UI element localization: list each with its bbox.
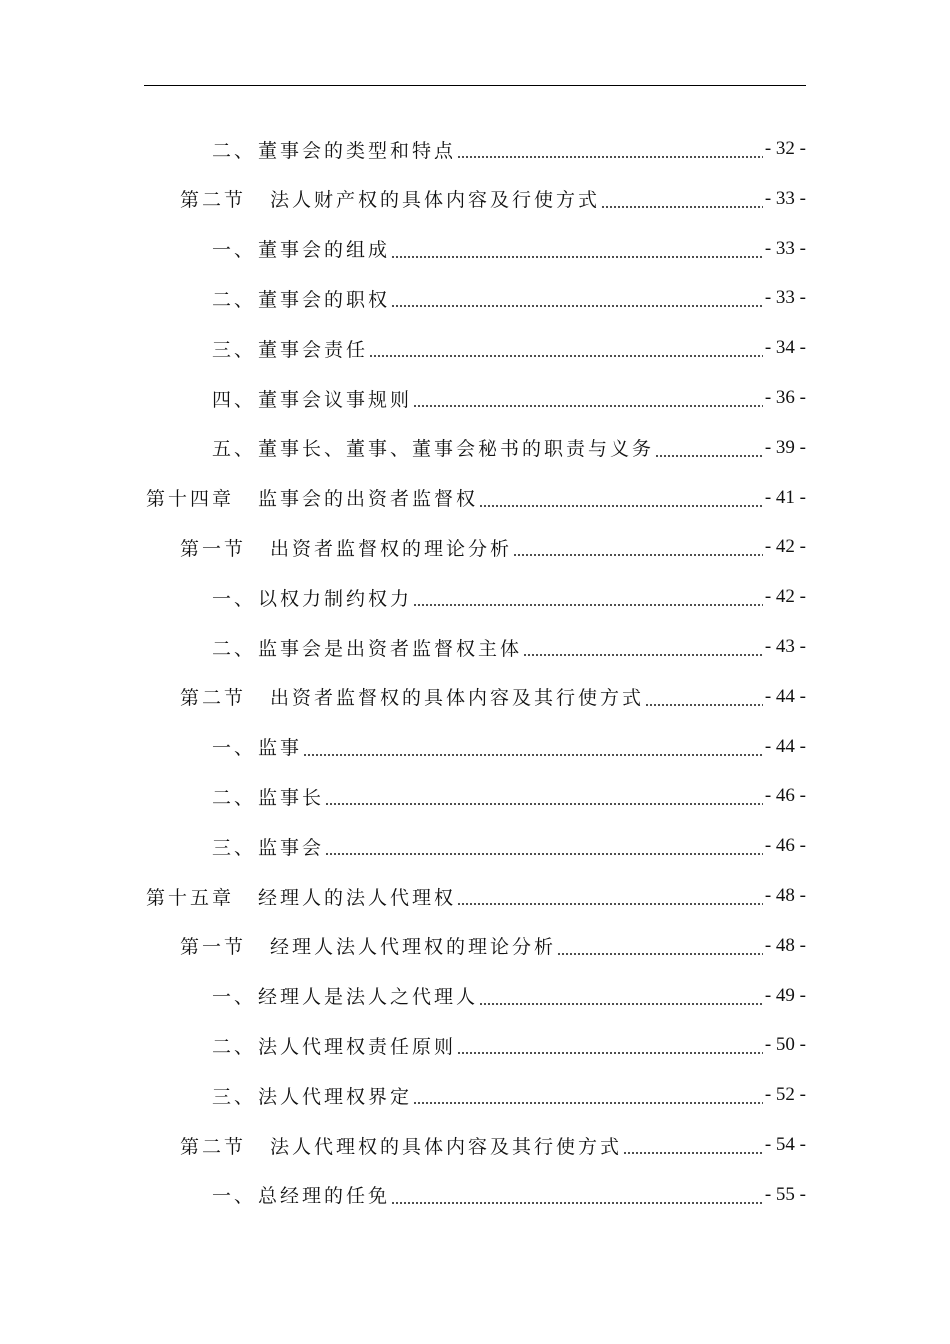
toc-entry-title: 经理人的法人代理权 [258, 886, 457, 909]
toc-entry-page-number: - 49 - [764, 984, 806, 1006]
toc-entry-title: 监事会 [258, 836, 325, 859]
toc-dot-leader [655, 455, 763, 457]
toc-dot-leader [479, 505, 763, 507]
toc-dot-leader [325, 853, 763, 855]
toc-entry-number: 第二节 [180, 687, 247, 710]
toc-entry-item[interactable] [0, 722, 950, 772]
toc-dot-leader [645, 704, 763, 706]
toc-entry-page-number: - 42 - [764, 586, 806, 608]
header-rule [144, 85, 806, 86]
toc-entry-title: 法人财产权的具体内容及行使方式 [270, 189, 601, 212]
toc-entry-item[interactable] [0, 373, 950, 423]
toc-entry-page-number: - 50 - [764, 1034, 806, 1056]
toc-entry-page-number: - 42 - [764, 536, 806, 558]
toc-entry-section[interactable] [0, 672, 950, 722]
toc-entry-number: 一、 [212, 1185, 257, 1208]
toc-entry-section[interactable] [0, 522, 950, 572]
toc-dot-leader [391, 1202, 763, 1204]
toc-entry-number: 第十五章 [146, 886, 235, 909]
toc-entry-item[interactable] [0, 423, 950, 473]
toc-entry-number: 二、 [212, 786, 257, 809]
toc-entry-item[interactable] [0, 124, 950, 174]
toc-entry-number: 一、 [212, 239, 257, 262]
toc-entry-number: 二、 [212, 1035, 257, 1058]
toc-entry-number: 二、 [212, 637, 257, 660]
toc-entry-number: 二、 [212, 288, 257, 311]
toc-entry-chapter[interactable] [0, 871, 950, 921]
toc-entry-title: 监事会是出资者监督权主体 [258, 637, 523, 660]
toc-dot-leader [391, 305, 763, 307]
toc-entry-page-number: - 41 - [764, 486, 806, 508]
toc-entry-page-number: - 32 - [764, 138, 806, 159]
toc-entry-page-number: - 48 - [764, 934, 806, 956]
toc-entry-page-number: - 44 - [764, 685, 806, 707]
toc-dot-leader [391, 256, 763, 258]
toc-dot-leader [513, 554, 763, 556]
toc-entry-chapter[interactable] [0, 473, 950, 523]
toc-dot-leader [457, 1052, 763, 1054]
toc-entry-number: 一、 [212, 986, 257, 1009]
toc-entry-page-number: - 54 - [764, 1134, 806, 1155]
toc-entry-page-number: - 33 - [764, 237, 806, 259]
toc-dot-leader [413, 1102, 763, 1104]
toc-entry-number: 一、 [212, 737, 257, 760]
toc-entry-page-number: - 33 - [764, 187, 806, 209]
toc-entry-title: 出资者监督权的理论分析 [270, 537, 513, 560]
toc-dot-leader [369, 355, 763, 357]
toc-entry-number: 第二节 [180, 189, 247, 212]
toc-entry-title: 经理人法人代理权的理论分析 [270, 936, 557, 959]
toc-entry-item[interactable] [0, 771, 950, 821]
toc-dot-leader [413, 604, 763, 606]
toc-dot-leader [557, 953, 763, 955]
toc-entry-number: 一、 [212, 587, 257, 610]
toc-entry-item[interactable] [0, 323, 950, 373]
toc-entry-title: 经理人是法人之代理人 [258, 986, 479, 1009]
toc-dot-leader [601, 206, 763, 208]
toc-entry-page-number: - 39 - [764, 436, 806, 458]
toc-entry-title: 法人代理权责任原则 [258, 1035, 457, 1058]
toc-entry-page-number: - 36 - [764, 387, 806, 408]
toc-entry-page-number: - 52 - [764, 1084, 806, 1106]
toc-entry-title: 监事会的出资者监督权 [258, 488, 479, 511]
toc-entry-title: 监事长 [258, 786, 325, 809]
toc-entry-number: 第一节 [180, 537, 247, 560]
toc-entry-title: 董事会议事规则 [258, 388, 413, 411]
toc-entry-title: 董事长、董事、董事会秘书的职责与义务 [258, 438, 655, 461]
toc-entry-number: 三、 [212, 836, 257, 859]
toc-dot-leader [413, 405, 763, 407]
toc-entry-page-number: - 43 - [764, 636, 806, 657]
toc-dot-leader [457, 156, 763, 158]
toc-entry-item[interactable] [0, 273, 950, 323]
toc-entry-section[interactable] [0, 921, 950, 971]
toc-entry-number: 五、 [212, 438, 257, 461]
toc-dot-leader [325, 803, 763, 805]
toc-entry-number: 三、 [212, 338, 257, 361]
toc-entry-page-number: - 46 - [764, 785, 806, 807]
toc-dot-leader [523, 654, 763, 656]
toc-entry-item[interactable] [0, 1070, 950, 1120]
toc-entry-title: 董事会责任 [258, 338, 369, 361]
toc-dot-leader [303, 754, 763, 756]
toc-entry-number: 第二节 [180, 1135, 247, 1158]
toc-entry-title: 出资者监督权的具体内容及其行使方式 [270, 687, 645, 710]
toc-entry-title: 监事 [258, 737, 303, 760]
toc-entry-number: 第十四章 [146, 488, 235, 511]
toc-entry-section[interactable] [0, 1120, 950, 1170]
toc-dot-leader [457, 903, 763, 905]
toc-entry-title: 法人代理权界定 [258, 1085, 413, 1108]
toc-entry-page-number: - 48 - [764, 885, 806, 906]
toc-entry-page-number: - 55 - [764, 1183, 806, 1205]
toc-entry-number: 二、 [212, 139, 257, 162]
toc-entry-section[interactable] [0, 174, 950, 224]
toc-entry-title: 法人代理权的具体内容及其行使方式 [270, 1135, 623, 1158]
toc-entry-title: 总经理的任免 [258, 1185, 391, 1208]
toc-entry-page-number: - 33 - [764, 287, 806, 309]
toc-entry-title: 以权力制约权力 [258, 587, 413, 610]
toc-entry-page-number: - 46 - [764, 835, 806, 857]
toc-entry-item[interactable] [0, 622, 950, 672]
toc-entry-number: 三、 [212, 1085, 257, 1108]
toc-entry-item[interactable] [0, 1020, 950, 1070]
toc-entry-title: 董事会的类型和特点 [258, 139, 457, 162]
toc-entry-number: 第一节 [180, 936, 247, 959]
toc-entry-page-number: - 44 - [764, 735, 806, 757]
toc-entry-page-number: - 34 - [764, 337, 806, 359]
toc-entry-item[interactable] [0, 224, 950, 274]
toc-dot-leader [623, 1152, 763, 1154]
toc-entry-title: 董事会的组成 [258, 239, 391, 262]
toc-entry-item[interactable] [0, 971, 950, 1021]
toc-entry-number: 四、 [212, 388, 257, 411]
toc-entry-title: 董事会的职权 [258, 288, 391, 311]
toc-entry-item[interactable] [0, 1170, 950, 1220]
toc-entry-item[interactable] [0, 572, 950, 622]
toc-dot-leader [479, 1003, 763, 1005]
toc-entry-item[interactable] [0, 821, 950, 871]
